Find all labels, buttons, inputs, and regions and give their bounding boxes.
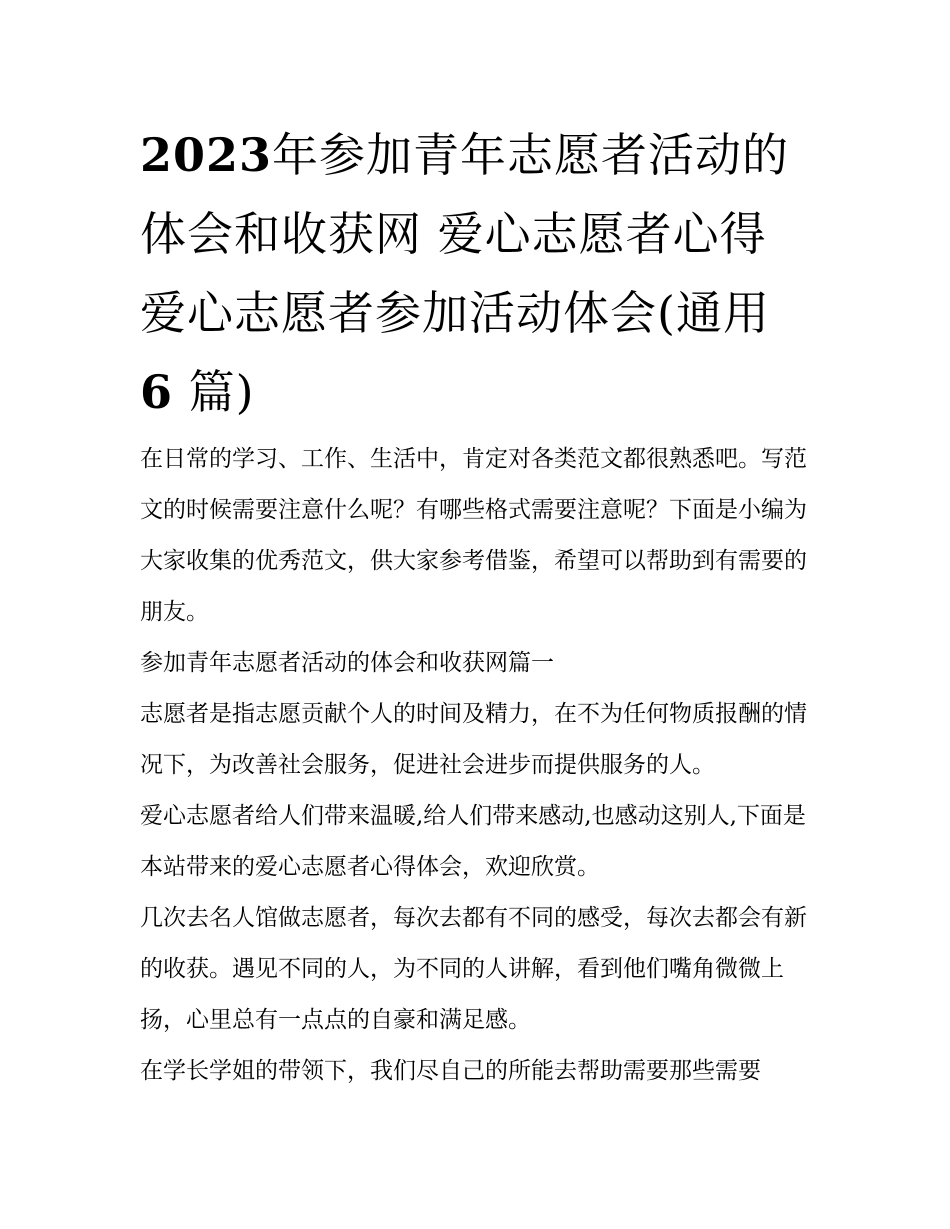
title-text: 年参加青年志愿者活动的体会和收获网 爱心志愿者心得 爱心志愿者参加活动体会(通用	[140, 128, 790, 340]
section-heading: 参加青年志愿者活动的体会和收获网篇一	[140, 650, 554, 676]
title-count: 6	[140, 365, 174, 419]
document-title	[140, 116, 810, 432]
intro-paragraph: 在日常的学习、工作、生活中，肯定对各类范文都很熟悉吧。写范文的时候需要注意什么呢？有哪些格式需要注意呢？下面是小编为大家收集的优秀范文，供大家参考借鉴，希望可以帮助到有需要的朋友。	[140, 446, 807, 625]
body-paragraph: 几次去名人馆做志愿者，每次去都有不同的感受，每次去都会有新的收获。遇见不同的人，为不同的人讲解，看到他们嘴角微微上扬，心里总有一点点的自豪和满足感。	[140, 905, 807, 1033]
body-paragraph: 在学长学姐的带领下，我们尽自己的所能去帮助需要那些需要	[140, 1058, 761, 1084]
body-paragraph: 爱心志愿者给人们带来温暖,给人们带来感动,也感动这别人,下面是本站带来的爱心志愿者心得体会，欢迎欣赏。	[140, 803, 806, 880]
title-year: 2023	[140, 128, 273, 182]
document-body	[140, 434, 810, 1097]
body-paragraph: 志愿者是指志愿贡献个人的时间及精力，在不为任何物质报酬的情况下，为改善社会服务，促进社会进步而提供服务的人。	[140, 701, 807, 778]
title-suffix: 篇)	[188, 365, 255, 419]
